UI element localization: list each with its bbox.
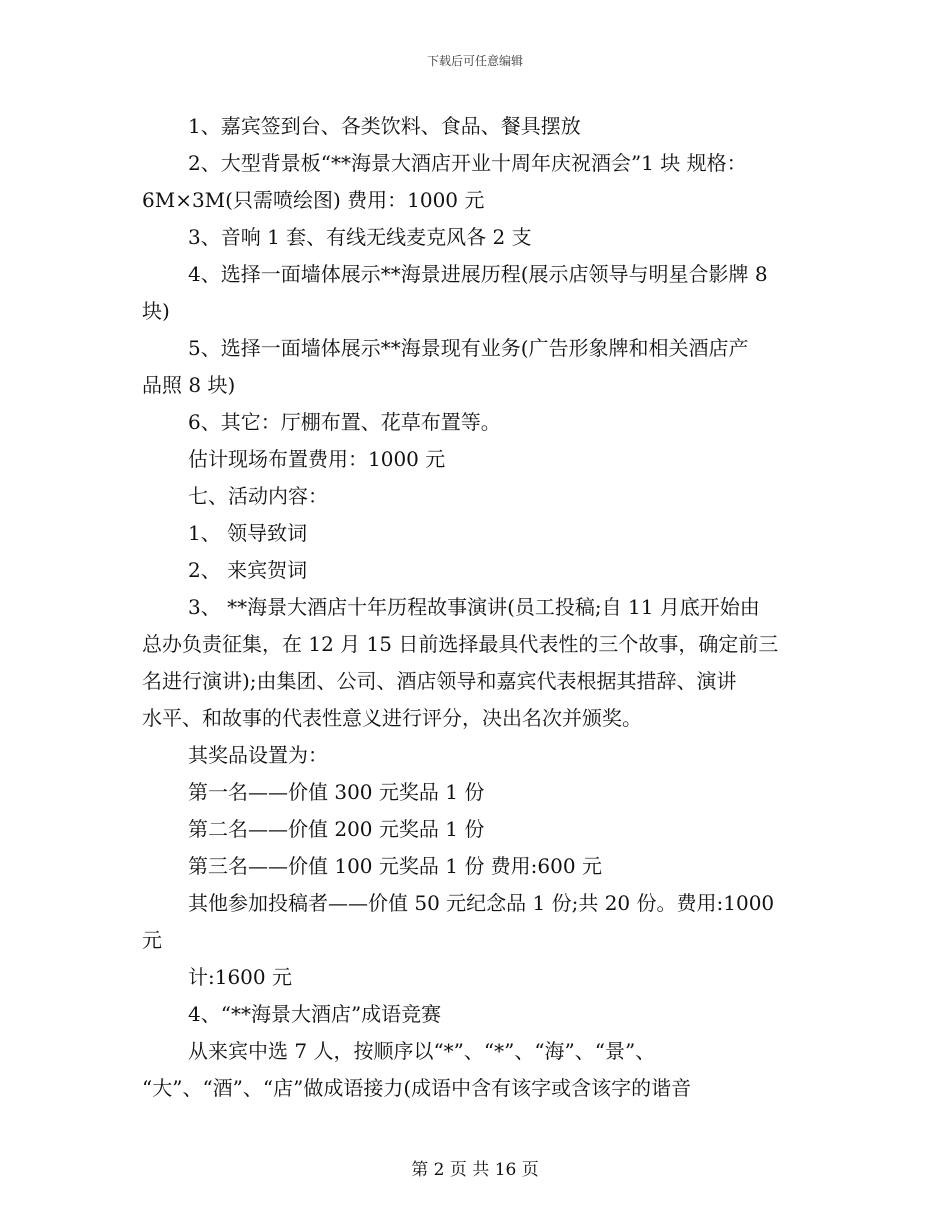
body-line: 水平、和故事的代表性意义进行评分，决出名次并颁奖。 — [142, 706, 642, 730]
body-line: 4、“**海景大酒店”成语竞赛 — [188, 1002, 442, 1026]
body-line: 第一名——价值 300 元奖品 1 份 — [188, 780, 485, 804]
body-line: 品照 8 块) — [142, 373, 236, 397]
page-footer: 第 2 页 共 16 页 — [411, 1160, 539, 1180]
body-line: 3、 **海景大酒店十年历程故事演讲(员工投稿;自 11 月底开始由 — [188, 595, 760, 619]
body-line: 4、选择一面墙体展示**海景进展历程(展示店领导与明星合影牌 8 — [188, 262, 768, 286]
body-line: 七、活动内容： — [188, 484, 328, 508]
body-line: 块) — [142, 299, 170, 323]
body-line: 估计现场布置费用：1000 元 — [188, 447, 446, 471]
page-header: 下载后可任意编辑 — [426, 54, 523, 68]
body-line: 1、嘉宾签到台、各类饮料、食品、餐具摆放 — [188, 114, 581, 138]
body-line: 2、 来宾贺词 — [188, 558, 308, 582]
body-line: 名进行演讲);由集团、公司、酒店领导和嘉宾代表根据其措辞、演讲 — [142, 669, 737, 693]
body-line: 第三名——价值 100 元奖品 1 份 费用:600 元 — [188, 854, 602, 878]
body-line: 3、音响 1 套、有线无线麦克风各 2 支 — [188, 225, 532, 249]
body-line: 总办负责征集，在 12 月 15 日前选择最具代表性的三个故事，确定前三 — [142, 632, 779, 656]
body-line: 其奖品设置为： — [188, 743, 328, 767]
body-line: 6、其它：厅棚布置、花草布置等。 — [188, 410, 501, 434]
body-line: 其他参加投稿者——价值 50 元纪念品 1 份;共 20 份。费用:1000 — [188, 891, 775, 915]
body-line: “大”、“酒”、“店”做成语接力(成语中含有该字或含该字的谐音 — [142, 1076, 692, 1100]
body-line: 1、 领导致词 — [188, 521, 308, 545]
body-line: 2、大型背景板“**海景大酒店开业十周年庆祝酒会”1 块 规格： — [188, 151, 747, 175]
body-line: 5、选择一面墙体展示**海景现有业务(广告形象牌和相关酒店产 — [188, 336, 749, 360]
body-line: 计:1600 元 — [188, 965, 292, 989]
body-line: 6M×3M(只需喷绘图) 费用：1000 元 — [142, 188, 485, 212]
body-line: 第二名——价值 200 元奖品 1 份 — [188, 817, 485, 841]
document-body — [142, 108, 814, 1107]
body-line: 从来宾中选 7 人，按顺序以“*”、“*”、“海”、“景”、 — [188, 1039, 656, 1063]
body-line: 元 — [142, 928, 162, 952]
